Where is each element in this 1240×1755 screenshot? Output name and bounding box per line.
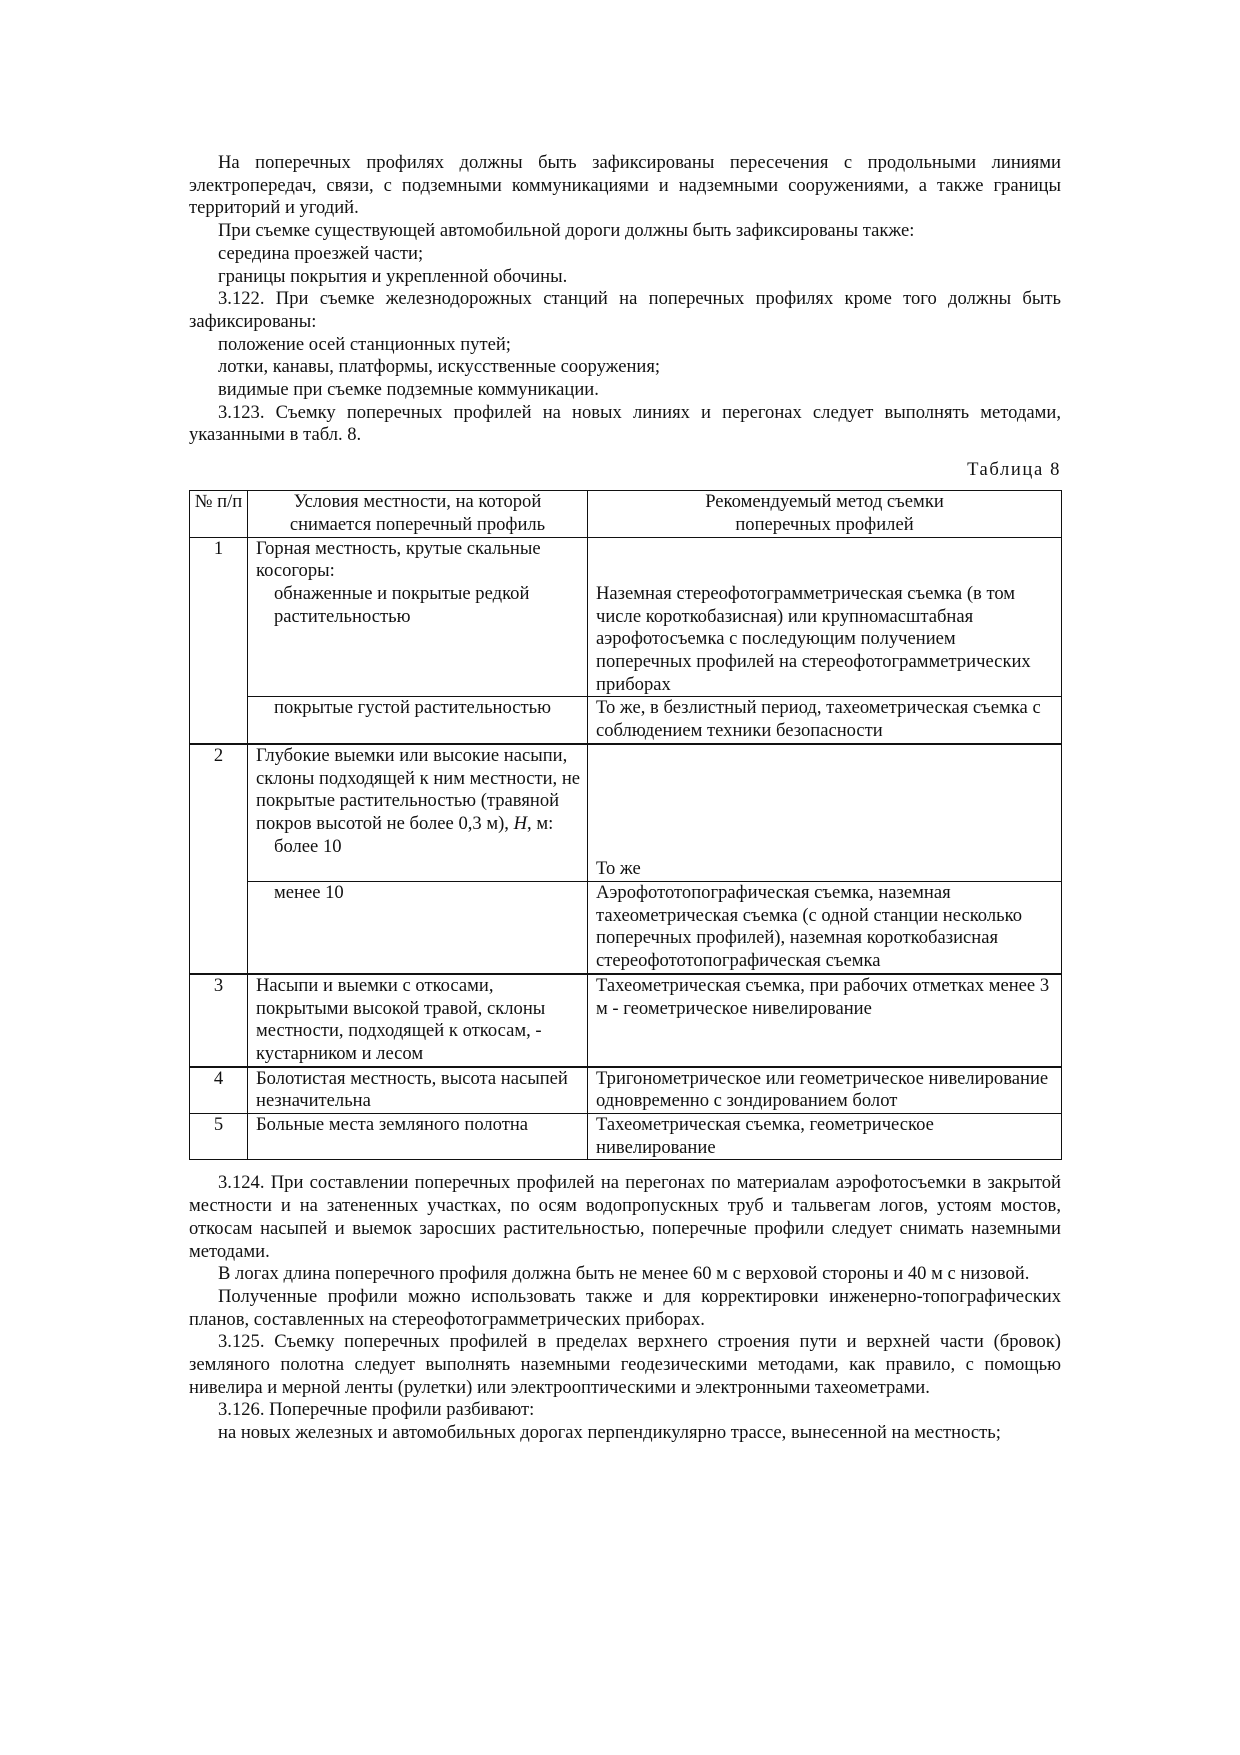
- condition-text: Горная местность, крутые скальные косогоры:: [256, 537, 541, 582]
- row-condition: [248, 537, 588, 697]
- header-method: [588, 491, 1062, 537]
- paragraph-profiles-usage: Полученные профили можно использовать также и для корректировки инженерно-топографических планов, составленных на стереофотограмметрических приборах.: [189, 1285, 1061, 1330]
- row-condition: [248, 881, 588, 973]
- paragraph-3-126: 3.126. Поперечные профили разбивают:: [218, 1399, 535, 1421]
- table-row: [190, 974, 1062, 1067]
- list-item: лотки, канавы, платформы, искусственные сооружения;: [218, 356, 661, 378]
- row-number: 1: [190, 537, 248, 697]
- row-method: Аэрофототопографическая съемка, наземная тахеометрическая съемка (с одной станции несколько поперечных профилей), наземная короткобазисная стереофототопографическая съемка: [588, 881, 1062, 973]
- after-table-section: [189, 1172, 1061, 1444]
- row-number: 4: [190, 1067, 248, 1114]
- sub-condition: более 10: [274, 835, 342, 857]
- row-number: 5: [190, 1114, 248, 1160]
- row-condition: Болотистая местность, высота насыпей незначительна: [248, 1067, 588, 1114]
- table-row: [190, 697, 1062, 744]
- paragraph-log-length: В логах длина поперечного профиля должна быть не менее 60 м с верховой стороны и 40 м с низовой.: [218, 1263, 1030, 1285]
- table-row: [190, 881, 1062, 973]
- sub-condition: обнаженные и покрытые редкой растительностью: [274, 582, 530, 627]
- paragraph-3-125: 3.125. Съемку поперечных профилей в пределах верхнего строения пути и верхней части (бровок) земляного полотна следует выполнять наземными геодезическими методами, как правило, с помощью нивелира и мерной ленты (рулетки) или электрооптическими и электронными тахеометрами.: [189, 1331, 1061, 1398]
- method-text: Наземная стереофотограмметрическая съемка (в том числе короткобазисная) или крупномасштабная аэрофотосъемка с последующим получением поперечных профилей на стереофотограмметрических приборах: [596, 582, 1031, 695]
- row-condition: Насыпи и выемки с откосами, покрытыми высокой травой, склоны местности, подходящей к откосам, - кустарником и лесом: [248, 974, 588, 1067]
- list-item: видимые при съемке подземные коммуникации.: [218, 379, 599, 401]
- table-caption: Таблица 8: [967, 459, 1061, 481]
- row-number-continued: [190, 697, 248, 744]
- header-method-line1: Рекомендуемый метод съемки: [705, 491, 944, 513]
- table-header-row: [190, 491, 1062, 537]
- methods-table: [189, 490, 1062, 1160]
- condition-text-pre: Глубокие выемки или высокие насыпи, склоны подходящей к ним местности, не покрытые растительностью (травяной покров высотой не более 0,3 м),: [256, 744, 581, 834]
- paragraph-intersections: На поперечных профилях должны быть зафиксированы пересечения с продольными линиями электропередач, связи, с подземными коммуникациями и надземными сооружениями, а также границы территорий и угодий.: [189, 152, 1061, 219]
- row-number: 3: [190, 974, 248, 1067]
- list-item: положение осей станционных путей;: [218, 333, 511, 355]
- document-page: [189, 152, 1061, 1445]
- header-num: № п/п: [190, 491, 248, 537]
- header-condition: Условия местности, на которой снимается поперечный профиль: [248, 491, 588, 537]
- row-method: [588, 537, 1062, 697]
- row-number-continued: [190, 881, 248, 973]
- header-method-line2: поперечных профилей: [735, 513, 914, 535]
- row-condition: [248, 697, 588, 744]
- paragraph-3-123: 3.123. Съемку поперечных профилей на новых линиях и перегонах следует выполнять методами, указанными в табл. 8.: [189, 401, 1061, 446]
- paragraph-3-124: 3.124. При составлении поперечных профилей на перегонах по материалам аэрофотосъемки в закрытой местности и на затененных участках, по осям водопропускных труб и тальвегам логов, устоям мостов, откосам насыпей и выемок заросших растительностью, поперечные профили следует снимать наземными методами.: [189, 1172, 1061, 1262]
- row-method: Тахеометрическая съемка, при рабочих отметках менее 3 м - геометрическое нивелирование: [588, 974, 1062, 1067]
- list-item: границы покрытия и укрепленной обочины.: [218, 265, 568, 287]
- list-item: середина проезжей части;: [218, 242, 424, 264]
- row-method: [588, 744, 1062, 882]
- sub-condition: менее 10: [274, 881, 344, 903]
- paragraph-new-roads: на новых железных и автомобильных дорогах перпендикулярно трассе, вынесенной на местность;: [218, 1422, 1001, 1444]
- row-condition: [248, 744, 588, 882]
- row-method: Тригонометрическое или геометрическое нивелирование одновременно с зондированием болот: [588, 1067, 1062, 1114]
- row-method: То же, в безлистный период, тахеометрическая съемка с соблюдением техники безопасности: [588, 697, 1062, 744]
- table-row: [190, 1067, 1062, 1114]
- sub-condition: покрытые густой растительностью: [274, 697, 552, 719]
- table-row: [190, 537, 1062, 697]
- condition-text-post: , м:: [527, 812, 554, 834]
- row-condition: Больные места земляного полотна: [248, 1114, 588, 1160]
- paragraph-road-survey: При съемке существующей автомобильной дороги должны быть зафиксированы также:: [218, 220, 915, 242]
- row-method: Тахеометрическая съемка, геометрическое нивелирование: [588, 1114, 1062, 1160]
- paragraph-3-122: 3.122. При съемке железнодорожных станций на поперечных профилях кроме того должны быть зафиксированы:: [189, 288, 1061, 332]
- table-row: [190, 1114, 1062, 1160]
- row-number: 2: [190, 744, 248, 882]
- method-text: То же: [596, 858, 641, 880]
- table-row: [190, 744, 1062, 882]
- condition-variable: H: [513, 812, 528, 834]
